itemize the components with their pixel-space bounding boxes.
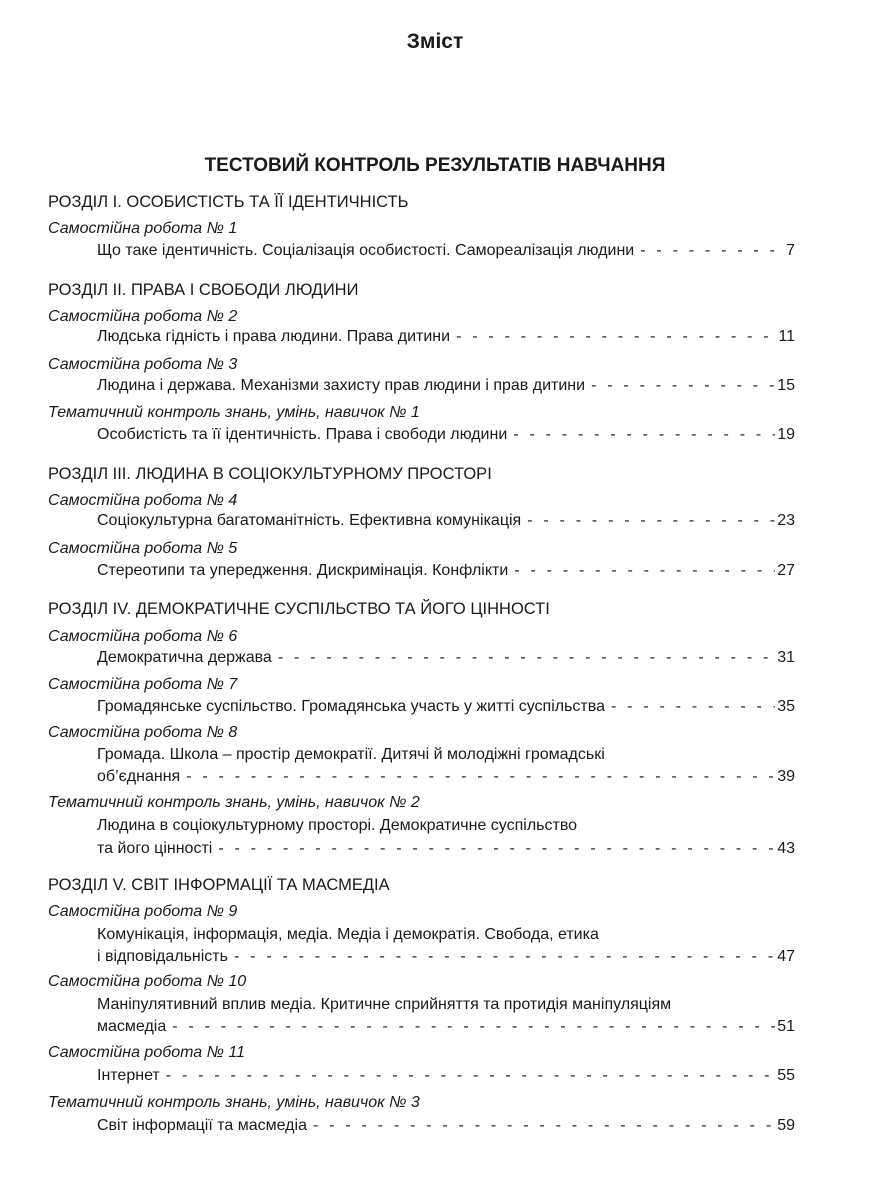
page-number: 11 — [778, 328, 795, 345]
work-label: Самостійна робота № 1 — [48, 220, 238, 237]
dot-leader — [611, 698, 775, 716]
entry-line: Комунікація, інформація, медіа. Медіа і демократія. Свобода, етика — [97, 926, 599, 943]
work-label: Самостійна робота № 8 — [48, 724, 238, 741]
dot-leader — [166, 1067, 775, 1085]
dot-leader — [234, 948, 775, 966]
section-title: РОЗДІЛ ІІІ. ЛЮДИНА В СОЦІОКУЛЬТУРНОМУ ПРОСТОРІ — [48, 465, 492, 483]
work-label: Самостійна робота № 5 — [48, 540, 238, 557]
entry-text: масмедіа — [97, 1018, 167, 1035]
toc-entry[interactable] — [97, 698, 795, 716]
dot-leader — [313, 1117, 775, 1135]
toc-entry[interactable] — [97, 426, 795, 444]
main-heading: ТЕСТОВИЙ КОНТРОЛЬ РЕЗУЛЬТАТІВ НАВЧАННЯ — [204, 155, 666, 176]
page-number: 55 — [777, 1067, 795, 1084]
toc-entry[interactable] — [97, 649, 795, 667]
toc-entry[interactable] — [97, 242, 795, 260]
dot-leader — [218, 840, 775, 858]
toc-entry[interactable] — [97, 328, 795, 346]
dot-leader — [514, 562, 775, 580]
toc-entry[interactable] — [97, 840, 795, 858]
entry-text: та його цінності — [97, 840, 213, 857]
section-title: РОЗДІЛ ІІ. ПРАВА І СВОБОДИ ЛЮДИНИ — [48, 281, 359, 299]
work-label: Самостійна робота № 2 — [48, 308, 238, 325]
page-number: 31 — [777, 649, 795, 666]
entry-text: Людська гідність і права людини. Права дитини — [97, 328, 451, 345]
toc-entry[interactable] — [97, 1117, 795, 1135]
work-label: Тематичний контроль знань, умінь, навичок № 3 — [48, 1094, 420, 1111]
entry-text: Інтернет — [97, 1067, 160, 1084]
dot-leader — [513, 426, 775, 444]
page-number: 35 — [777, 698, 795, 715]
toc-entry[interactable] — [97, 377, 795, 395]
toc-entry[interactable] — [97, 562, 795, 580]
entry-text: Світ інформації та масмедіа — [97, 1117, 307, 1134]
entry-text: Соціокультурна багатоманітність. Ефективна комунікація — [97, 512, 522, 529]
toc-entry[interactable] — [97, 948, 795, 966]
entry-text: Громадянське суспільство. Громадянська участь у житті суспільства — [97, 698, 605, 715]
page-number: 59 — [777, 1117, 795, 1134]
page-number: 27 — [777, 562, 795, 579]
dot-leader — [186, 768, 775, 786]
dot-leader — [278, 649, 775, 667]
dot-leader — [591, 377, 775, 395]
work-label: Самостійна робота № 10 — [48, 973, 247, 990]
work-label: Самостійна робота № 11 — [48, 1044, 245, 1061]
toc-entry[interactable] — [97, 1067, 795, 1085]
section-title: РОЗДІЛ V. СВІТ ІНФОРМАЦІЇ ТА МАСМЕДІА — [48, 876, 390, 894]
work-label: Самостійна робота № 4 — [48, 492, 238, 509]
work-label: Тематичний контроль знань, умінь, навичок № 2 — [48, 794, 420, 811]
toc-entry[interactable] — [97, 768, 795, 786]
entry-text: Особистість та її ідентичність. Права і свободи людини — [97, 426, 508, 443]
page-number: 51 — [777, 1018, 795, 1035]
work-label: Самостійна робота № 3 — [48, 356, 238, 373]
entry-text: Людина і держава. Механізми захисту прав людини і прав дитини — [97, 377, 586, 394]
page-number: 23 — [777, 512, 795, 529]
entry-text: Що таке ідентичність. Соціалізація особистості. Самореалізація людини — [97, 242, 635, 259]
entry-line: Громада. Школа – простір демократії. Дитячі й молодіжні громадські — [97, 746, 605, 763]
page-number: 19 — [777, 426, 795, 443]
page-number: 15 — [777, 377, 795, 394]
work-label: Самостійна робота № 6 — [48, 628, 238, 645]
entry-line: Маніпулятивний вплив медіа. Критичне сприйняття та протидія маніпуляціям — [97, 996, 672, 1013]
page-number: 47 — [777, 948, 795, 965]
page-number: 43 — [777, 840, 795, 857]
work-label: Тематичний контроль знань, умінь, навичок № 1 — [48, 404, 420, 421]
entry-text: і відповідальність — [97, 948, 228, 965]
entry-text: Демократична держава — [97, 649, 272, 666]
toc-entry[interactable] — [97, 1018, 795, 1036]
dot-leader — [640, 242, 784, 260]
entry-text: Стереотипи та упередження. Дискримінація. Конфлікти — [97, 562, 509, 579]
dot-leader — [456, 328, 776, 346]
page-number: 7 — [786, 242, 795, 259]
dot-leader — [172, 1018, 775, 1036]
work-label: Самостійна робота № 9 — [48, 903, 238, 920]
page-title: Зміст — [406, 30, 464, 53]
page-number: 39 — [777, 768, 795, 785]
entry-line: Людина в соціокультурному просторі. Демократичне суспільство — [97, 817, 578, 834]
toc-entry[interactable] — [97, 512, 795, 530]
work-label: Самостійна робота № 7 — [48, 676, 238, 693]
entry-text: об’єднання — [97, 768, 181, 785]
section-title: РОЗДІЛ І. ОСОБИСТІСТЬ ТА ЇЇ ІДЕНТИЧНІСТЬ — [48, 193, 409, 211]
dot-leader — [527, 512, 775, 530]
section-title: РОЗДІЛ ІV. ДЕМОКРАТИЧНЕ СУСПІЛЬСТВО ТА ЙОГО ЦІННОСТІ — [48, 600, 550, 618]
